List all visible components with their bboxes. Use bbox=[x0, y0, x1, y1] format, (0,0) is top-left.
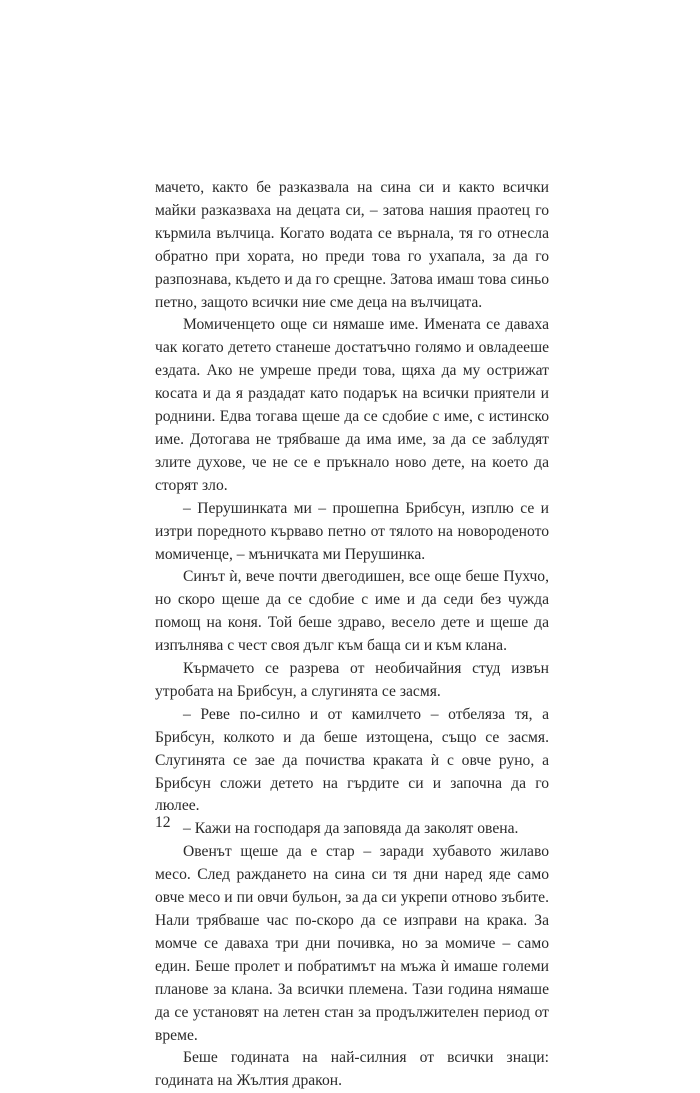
paragraph: – Реве по-силно и от камилчето – отбеляза тя, а Брибсун, колкото и да беше изтощена, също се засмя. Слугинята се зае да почиства краката ѝ с овче руно, а Брибсун сложи детето на гърдите си и започна да го люлее. bbox=[155, 705, 549, 815]
paragraph: Момиченцето още си нямаше име. Имената се даваха чак когато детето станеше достатъчно голямо и овладееше ездата. Ако не умреше преди това, щяха да му острижат косата и да я раздадат като подарък на всички приятели и роднини. Едва тогава щеше да се сдобие с име, с истинско име. Дотогава не трябваше да има име, за да се заблудят злите духове, че не се е пръкнало ново дете, на което да сторят зло. bbox=[155, 316, 549, 494]
paragraph: Синът ѝ, вече почти двегодишен, все още беше Пухчо, но скоро щеше да се сдобие с име и да седи без чужда помощ на коня. Той беше здраво, весело дете и щеше да изпълнява с чест своя дълг към баща си и към клана. bbox=[155, 568, 549, 655]
paragraph: Кърмачето се разрева от необичайния студ извън утробата на Брибсун, а слугинята се засмя. bbox=[155, 660, 549, 700]
paragraph: Овенът щеше да е стар – заради хубавото жилаво месо. След раждането на сина си тя дни наред яде само овче месо и пи овчи бульон, за да си укрепи отново зъбите. Нали трябваше час по-скоро да се изправи на крака. За момче се даваха три дни почивка, но за момиче – само един. Беше пролет и побратимът на мъжа ѝ имаше големи планове за клана. За всички племена. Тази година нямаше да се установят на летен стан за продължителен период от време. bbox=[155, 843, 549, 1044]
paragraph: мачето, както бе разказвала на сина си и както всички майки разказваха на децата си, – затова нашия праотец го кърмила вълчица. Когато водата се върнала, тя го отнесла обратно при хората, но преди това го ухапала, за да го разпознава, където и да го срещне. Затова имаш това синьо петно, защото всички ние сме деца на вълчицата. bbox=[155, 179, 549, 311]
body-text bbox=[155, 177, 549, 1093]
paragraph: Беше годината на най-силния от всички знаци: годината на Жълтия дракон. bbox=[155, 1049, 549, 1090]
page-number: 12 bbox=[155, 814, 171, 831]
paragraph: – Кажи на господаря да заповяда да заколят овена. bbox=[183, 820, 519, 838]
paragraph: – Перушинката ми – прошепна Брибсун, изплю се и изтри поредното кърваво петно от тялото на новороденото момиченце, – мъничката ми Перушинка. bbox=[155, 499, 549, 563]
